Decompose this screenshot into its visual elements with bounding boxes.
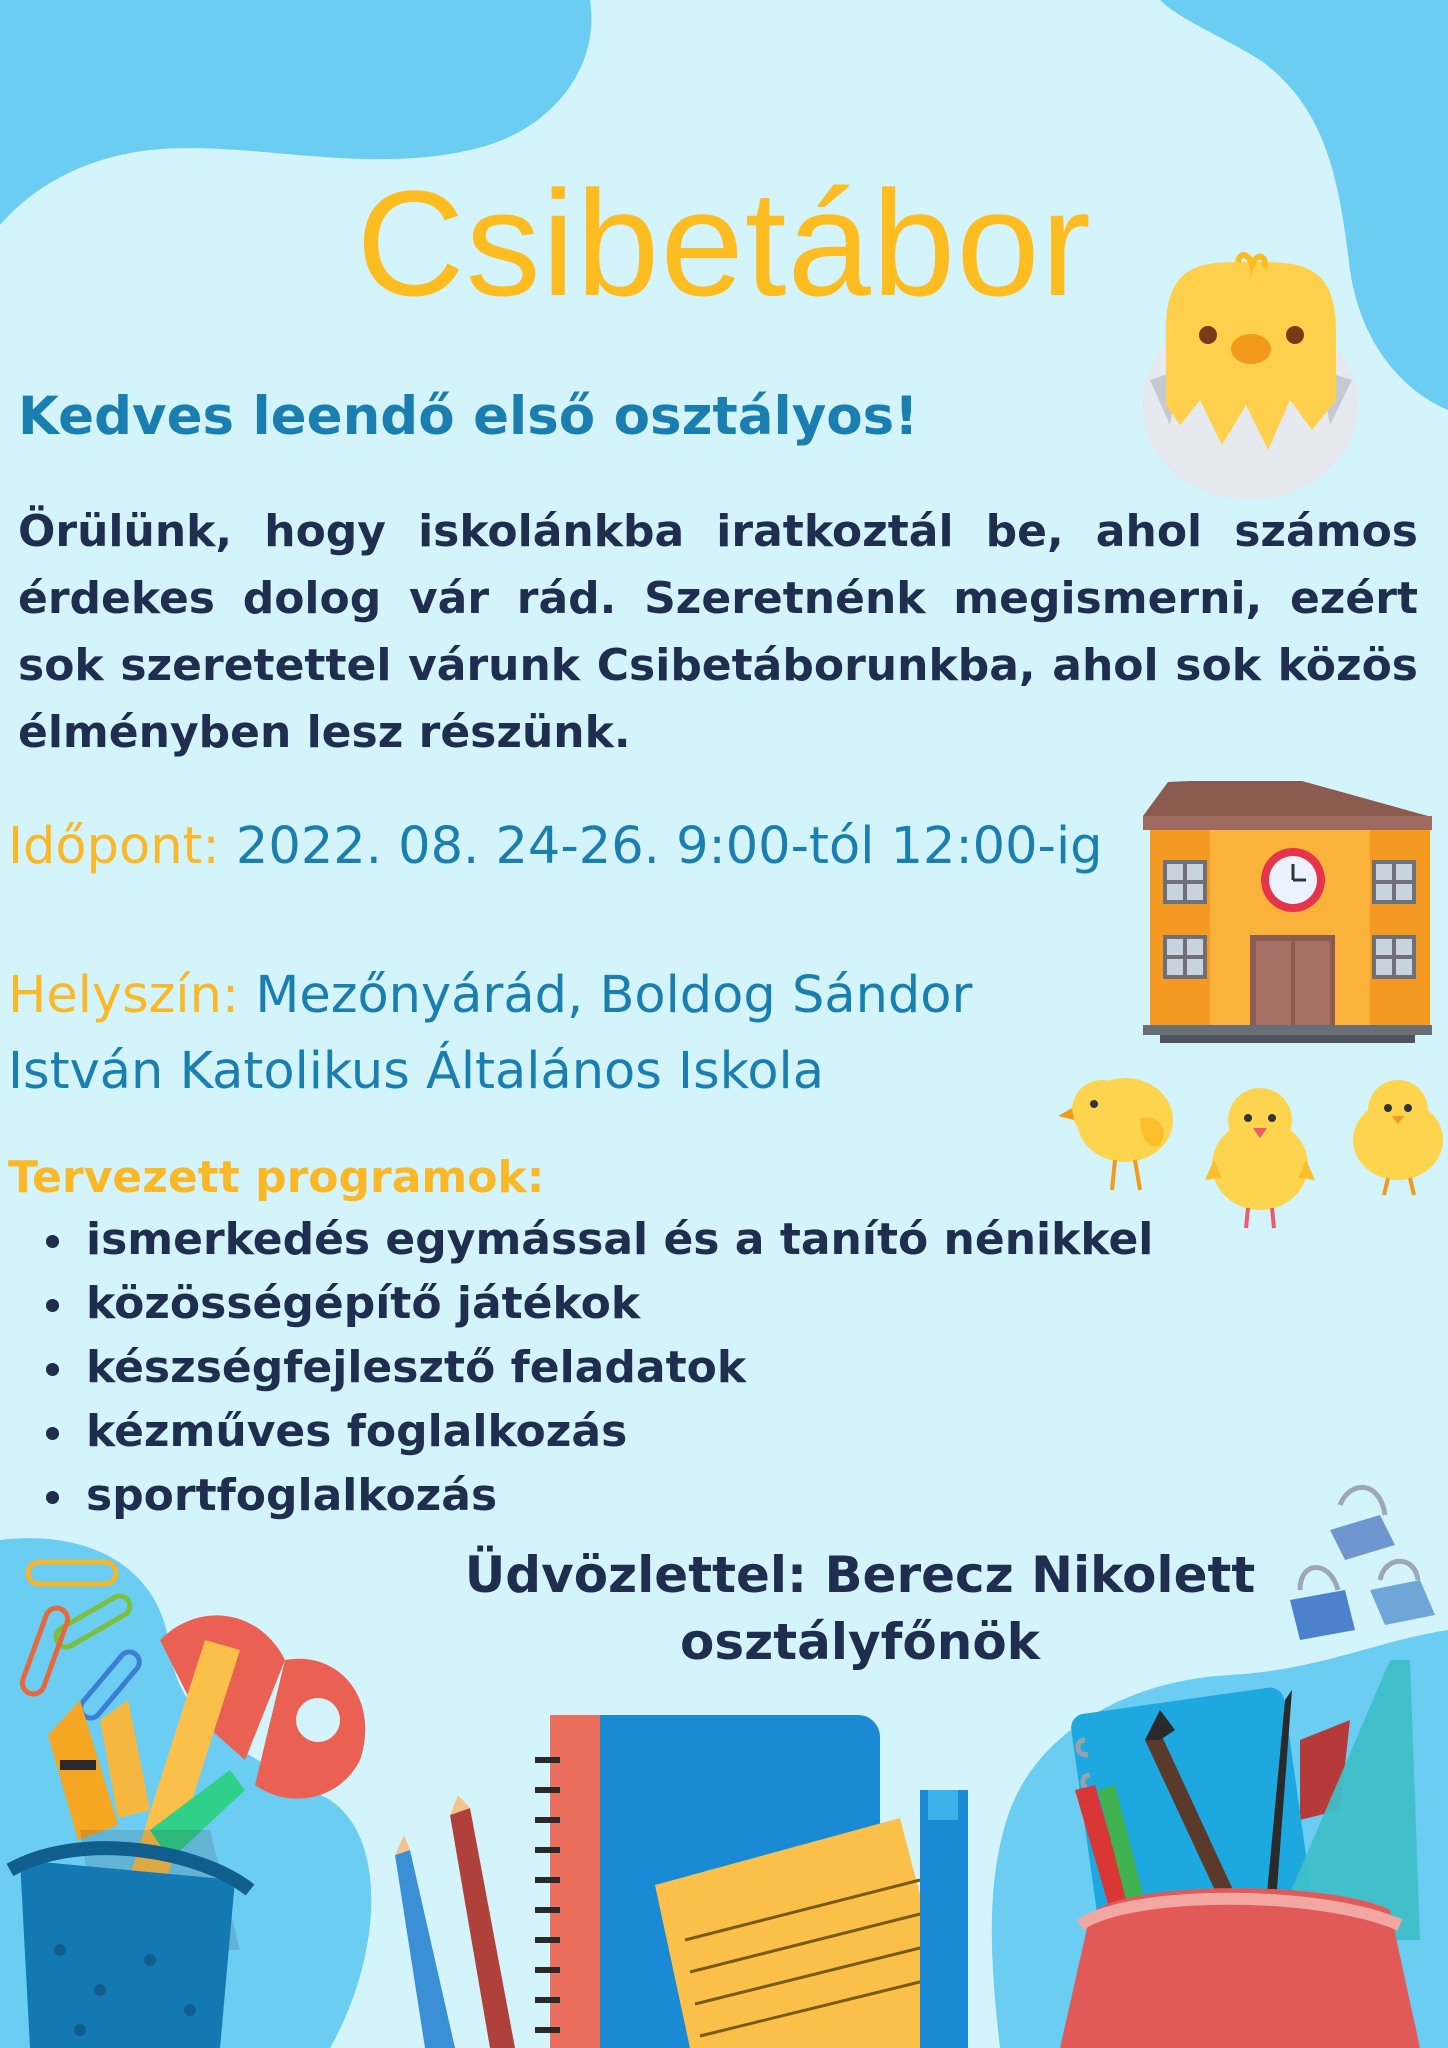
- programs-label: Tervezett programok:: [8, 1152, 545, 1203]
- place-row: [8, 958, 1088, 1110]
- poster-title: Csibetábor: [356, 159, 1092, 327]
- program-item: sportfoglalkozás: [40, 1464, 1153, 1528]
- time-label: Időpont:: [8, 817, 220, 876]
- time-value: 2022. 08. 24-26. 9:00-tól 12:00-ig: [235, 817, 1103, 876]
- time-row: [8, 816, 1103, 877]
- notebook-icon: [395, 1715, 968, 2048]
- program-item: készségfejlesztő feladatok: [40, 1336, 1153, 1400]
- binder-clip-icon: [1290, 1487, 1435, 1640]
- signature: [440, 1542, 1280, 1676]
- program-item: ismerkedés egymással és a tanító nénikkel: [40, 1208, 1153, 1272]
- intro-paragraph: Örülünk, hogy iskolánkba iratkoztál be, ahol számos érdekes dolog vár rád. Szeretnénk megismerni, ezért sok szeretettel várunk Csibetáborunkba, ahol sok közös élményben lesz részünk.: [18, 506, 1418, 758]
- program-item: kézműves foglalkozás: [40, 1400, 1153, 1464]
- chick-icon: [1353, 1080, 1443, 1195]
- program-item: közösségépítő játékok: [40, 1272, 1153, 1336]
- signature-name: Üdvözlettel: Berecz Nikolett: [464, 1546, 1256, 1604]
- place-label: Helyszín:: [8, 966, 240, 1025]
- school-building-icon: [1143, 781, 1432, 1043]
- programs-list: [40, 1208, 1153, 1528]
- place-value: Mezőnyárád, Boldog Sándor István Katolikus Általános Iskola: [8, 966, 973, 1101]
- backpack-icon: [1060, 1660, 1420, 2048]
- chick-icon: [1205, 1088, 1315, 1228]
- signature-role: osztályfőnök: [680, 1613, 1040, 1671]
- greeting-heading: Kedves leendő első osztályos!: [18, 386, 919, 447]
